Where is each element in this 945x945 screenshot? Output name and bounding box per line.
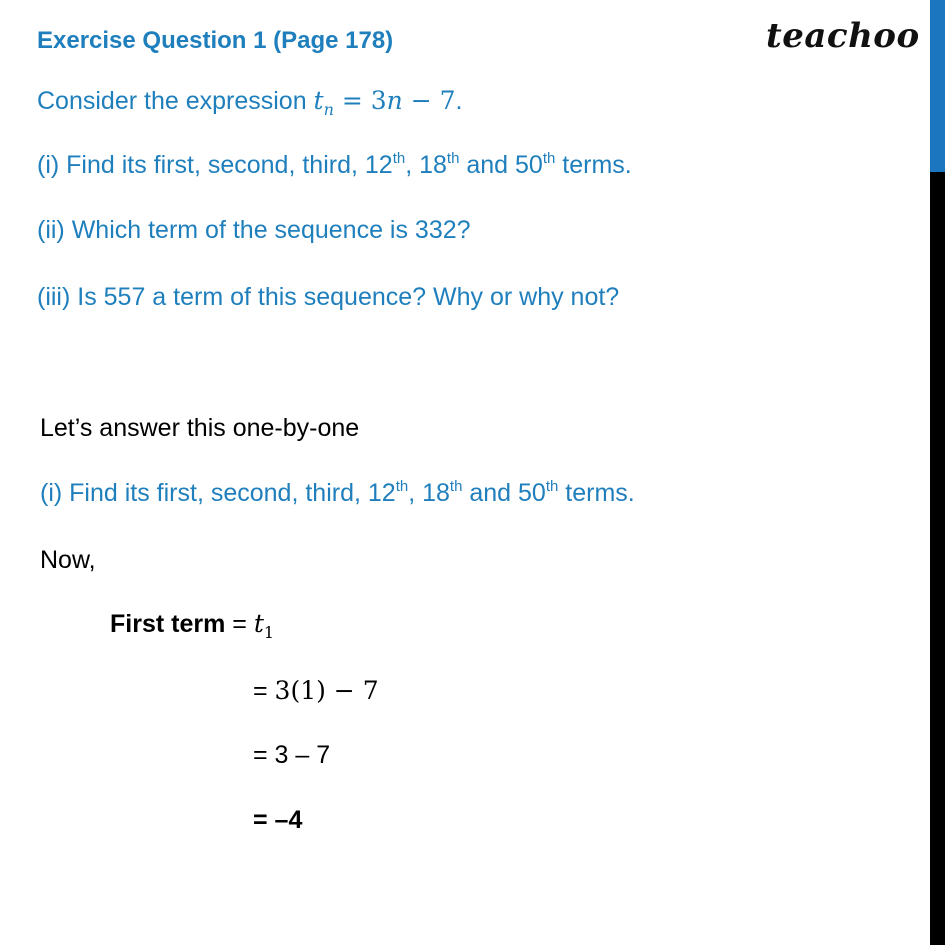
answer-part-i-mid1: , 18 (408, 479, 450, 507)
answer-now: Now, (40, 546, 96, 574)
question-part-iii: (iii) Is 557 a term of this sequence? Why or why not? (37, 283, 620, 311)
answer-part-i (40, 478, 635, 508)
answer-part-i-prefix: (i) Find its first, second, third, 12 (40, 479, 396, 507)
answer-part-i-sup3: th (545, 478, 559, 495)
first-term-eq: = (225, 610, 254, 638)
teachoo-logo: teachoo (766, 16, 920, 56)
answer-part-i-suffix: terms. (558, 479, 635, 507)
part-i-sup3: th (542, 150, 556, 167)
intro-var-sub: n (323, 100, 334, 119)
answer-lead: Let’s answer this one-by-one (40, 414, 360, 442)
step-2: = 3 – 7 (253, 741, 331, 769)
answer-part-i-sup1: th (395, 478, 409, 495)
question-title: Exercise Question 1 (Page 178) (37, 27, 394, 54)
step-1-expr: 3(1) − 7 (274, 676, 379, 705)
intro-var: t (313, 86, 324, 115)
first-term-line (110, 609, 275, 642)
question-part-i (37, 150, 632, 180)
result: = –4 (253, 806, 303, 834)
step-1-prefix: = (253, 677, 275, 705)
first-term-sub: 1 (263, 623, 275, 642)
intro-n: n (386, 86, 403, 115)
first-term-var: t (253, 609, 264, 638)
part-i-prefix: (i) Find its first, second, third, 12 (37, 151, 393, 179)
intro-suffix: . (455, 87, 463, 115)
part-i-sup1: th (392, 150, 406, 167)
question-intro (37, 86, 463, 119)
part-i-mid1: , 18 (405, 151, 447, 179)
answer-part-i-sup2: th (449, 478, 463, 495)
part-i-sup2: th (446, 150, 460, 167)
question-part-ii: (ii) Which term of the sequence is 332? (37, 216, 471, 244)
part-i-suffix: terms. (555, 151, 632, 179)
scrollbar-thumb[interactable] (930, 0, 945, 172)
part-i-mid2: and 50 (459, 151, 543, 179)
step-1 (253, 676, 379, 706)
answer-part-i-mid2: and 50 (462, 479, 546, 507)
intro-rest: − 7 (402, 86, 456, 115)
first-term-label: First term (110, 610, 226, 638)
intro-eq: = 3 (333, 86, 387, 115)
intro-prefix: Consider the expression (37, 87, 314, 115)
